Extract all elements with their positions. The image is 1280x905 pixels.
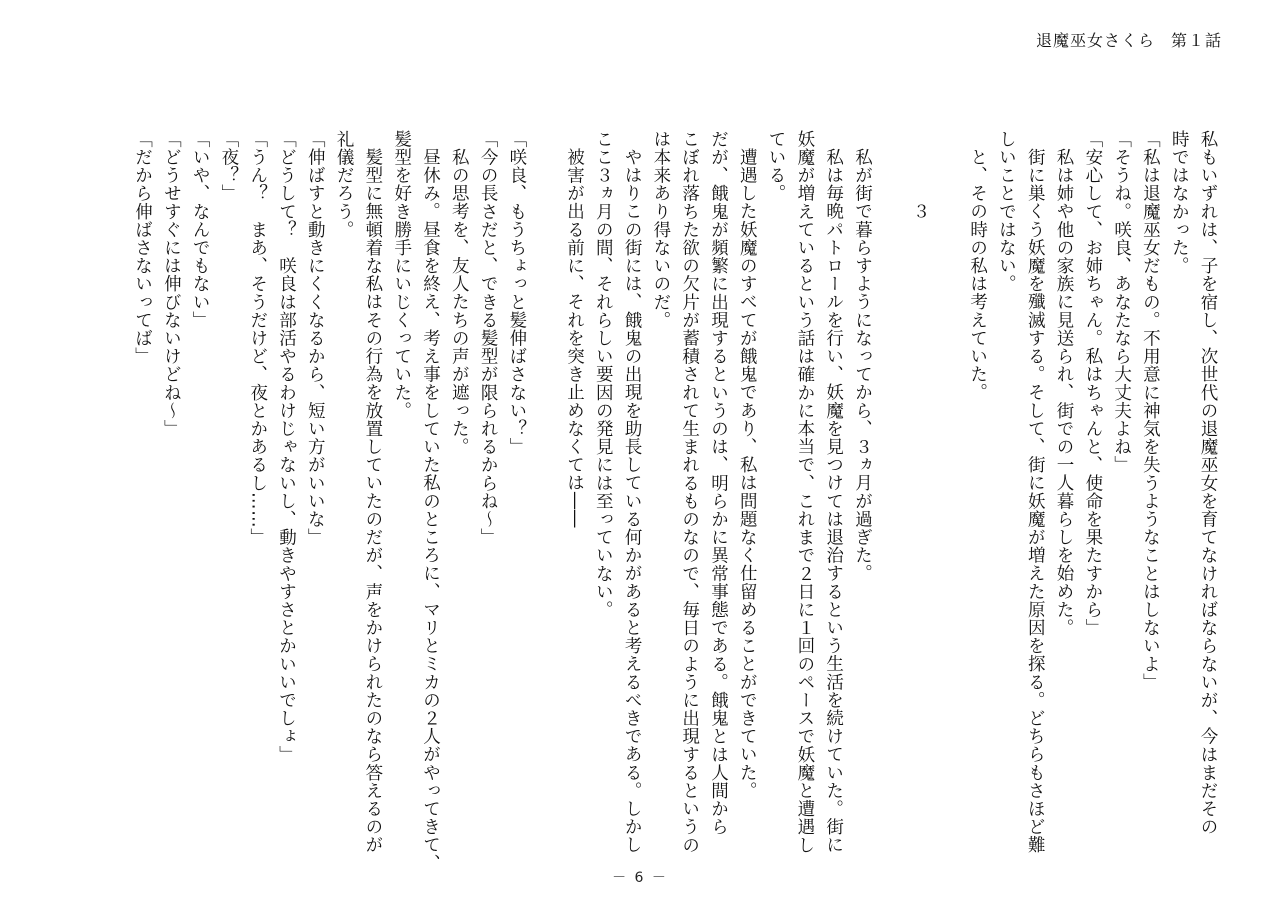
blank-line <box>876 130 905 810</box>
text-line: 遭遇した妖魔のすべてが餓鬼であり、私は問題なく仕留めることができていた。 <box>737 147 758 800</box>
dialogue-line: 「夜？」 <box>218 130 239 203</box>
dialogue-line: 「そうね。咲良、あなたなら大丈夫よね」 <box>1111 130 1132 474</box>
vertical-text-body <box>128 130 1222 872</box>
text-line: 街に巣くう妖魔を殲滅する。そして、街に妖魔が増えた原因を探る。どちらもさほど難 <box>1025 147 1046 854</box>
dialogue-line: 「伸ばすと動きにくくなるから、短い方がいいな」 <box>305 130 326 547</box>
text-line: 被害が出る前に、それを突き止めなくては―― <box>564 147 585 528</box>
text-line: 私は毎晩パトロールを行い、妖魔を見つけては退治するという生活を続けていた。街に <box>823 147 844 854</box>
dialogue-line: 「うん？ まあ、そうだけど、夜とかあるし……」 <box>247 130 268 547</box>
text-line: 昼休み。昼食を終え、考え事をしていた私のところに、マリとミカの２人がやってきて、 <box>420 147 441 872</box>
text-line: しいことではない。 <box>996 130 1017 293</box>
running-header <box>1036 28 1222 51</box>
text-line: だが、餓鬼が頻繁に出現するというのは、明らかに異常事態である。餓鬼とは人間から <box>708 130 729 836</box>
dialogue-line: 「今の長さだと、できる髪型が限られるからね～」 <box>478 130 499 547</box>
text-line: 髪型を好き勝手にいじくっていた。 <box>391 130 412 420</box>
text-line: と、その時の私は考えていた。 <box>967 147 988 401</box>
dialogue-line: 「安心して、お姉ちゃん。私はちゃんと、使命を果たすから」 <box>1082 130 1103 637</box>
text-line: 私の思考を、友人たちの声が遮った。 <box>449 147 470 456</box>
dialogue-line: 「私は退魔巫女だもの。不用意に神気を失うようなことはしないよ」 <box>1140 130 1161 692</box>
dialogue-line: 「だから伸ばさないってば」 <box>132 130 153 366</box>
book-title: 退魔巫女さくら <box>1035 31 1155 50</box>
dialogue-line: 「どうせすぐには伸びないけどね～」 <box>161 130 182 438</box>
text-line: 私は姉や他の家族に見送られ、街での一人暮らしを始めた。 <box>1054 147 1075 637</box>
text-line: 礼儀だろう。 <box>334 130 355 239</box>
text-line: こぼれ落ちた欲の欠片が蓄積されて生まれるものなので、毎日のように出現するというの <box>679 130 700 854</box>
dialogue-line: 「咲良、もうちょっと髪伸ばさない？」 <box>506 130 527 456</box>
text-line: ここ３ヵ月の間、それらしい要因の発見には至っていない。 <box>593 130 614 619</box>
text-line: 私が街で暮らすようになってから、３ヵ月が過ぎた。 <box>852 147 873 582</box>
text-line: は本来あり得ないのだ。 <box>650 130 671 330</box>
section-number: ３ <box>910 202 931 221</box>
dialogue-line: 「いや、なんでもない」 <box>190 130 211 330</box>
text-line: 時ではなかった。 <box>1169 130 1190 275</box>
text-line: ている。 <box>766 130 787 203</box>
text-line: 髪型に無頓着な私はその行為を放置していたのだが、声をかけられたのなら答えるのが <box>362 147 383 854</box>
page-number: － 6 － <box>612 870 668 886</box>
text-line: 私もいずれは、子を宿し、次世代の退魔巫女を育てなければならないが、今はまだその <box>1198 130 1218 836</box>
dialogue-line: 「どうして？ 咲良は部活やるわけじゃないし、動きやすさとかいいでしょ」 <box>276 130 297 764</box>
blank-line <box>531 130 560 810</box>
blank-line <box>934 130 963 810</box>
text-line: やはりこの街には、餓鬼の出現を助長している何かがあると考えるべきである。しかし <box>622 147 643 854</box>
text-line: 妖魔が増えているという話は確かに本当で、これまで２日に１回のペースで妖魔と遭遇し <box>794 130 815 854</box>
episode-label: 第１話 <box>1170 31 1222 50</box>
